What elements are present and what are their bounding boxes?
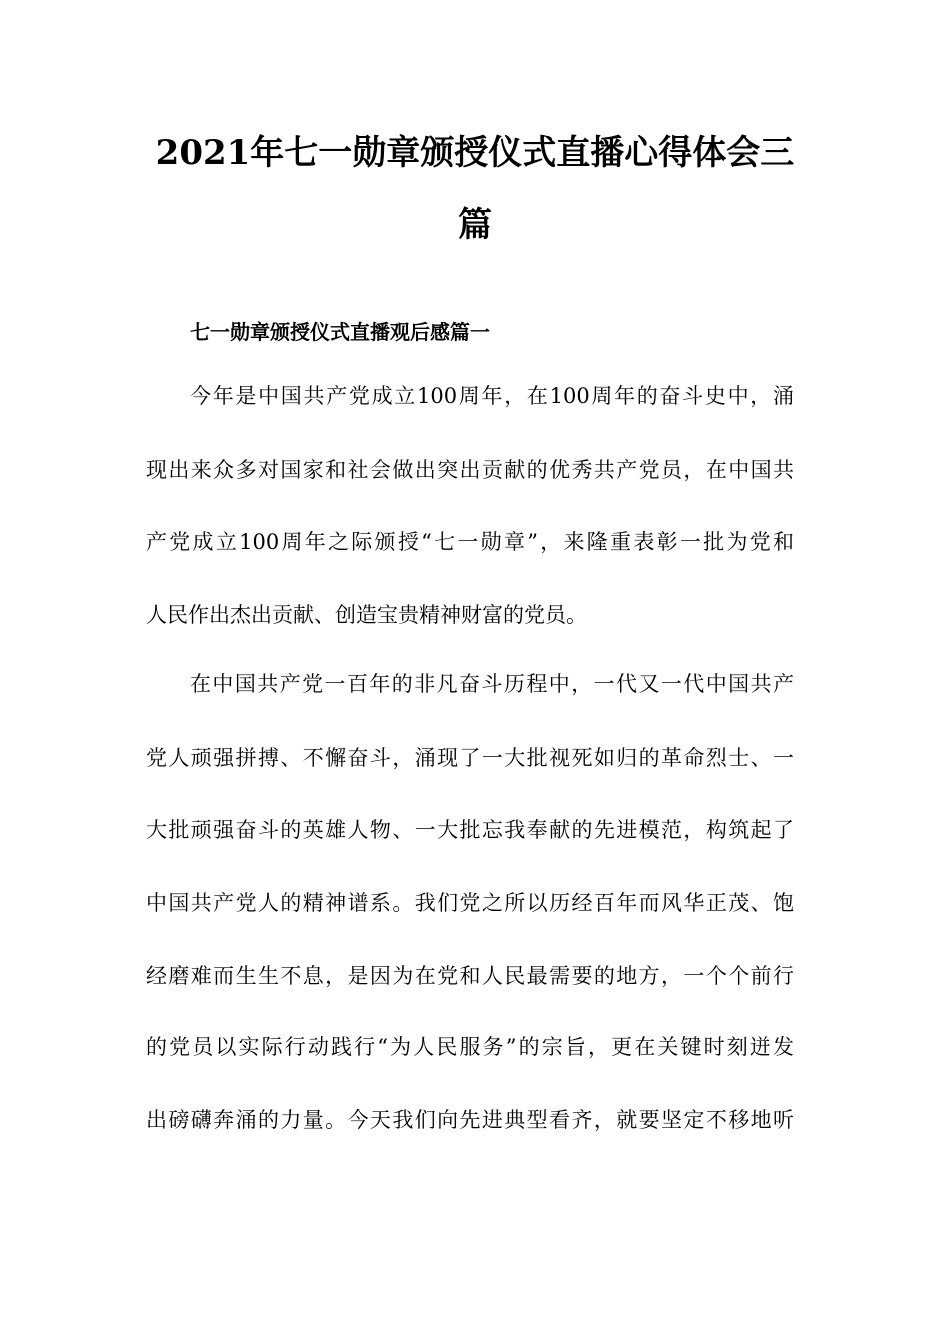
paragraph-line: 中国共产党人的精神谱系。我们党之所以历经百年而风华正茂、饱 (146, 891, 794, 915)
paragraph-line: 经磨难而生生不息，是因为在党和人民最需要的地方，一个个前行 (146, 964, 794, 988)
paragraph-line: 出磅礴奔涌的力量。今天我们向先进典型看齐，就要坚定不移地听 (146, 1108, 794, 1132)
paragraph-line: 党人顽强拼搏、不懈奋斗，涌现了一大批视死如归的革命烈士、一 (146, 746, 794, 770)
paragraph-line: 现出来众多对国家和社会做出突出贡献的优秀共产党员，在中国共 (146, 458, 794, 482)
document-title-line-1: 2021年七一勋章颁授仪式直播心得体会三 (155, 133, 795, 173)
paragraph-line: 大批顽强奋斗的英雄人物、一大批忘我奉献的先进模范，构筑起了 (146, 818, 794, 842)
paragraph-line: 在中国共产党一百年的非凡奋斗历程中，一代又一代中国共产 (190, 672, 794, 696)
paragraph-line: 人民作出杰出贡献、创造宝贵精神财富的党员。 (146, 603, 587, 627)
section-heading: 七一勋章颁授仪式直播观后感篇一 (190, 320, 490, 344)
paragraph-line: 产党成立100周年之际颁授“七一勋章”，来隆重表彰一批为党和 (146, 530, 794, 554)
document-title-line-2: 篇 (458, 205, 492, 245)
paragraph-line: 的党员以实际行动践行“为人民服务”的宗旨，更在关键时刻迸发 (146, 1035, 794, 1059)
paragraph-line: 今年是中国共产党成立100周年，在100周年的奋斗史中，涌 (190, 384, 794, 408)
